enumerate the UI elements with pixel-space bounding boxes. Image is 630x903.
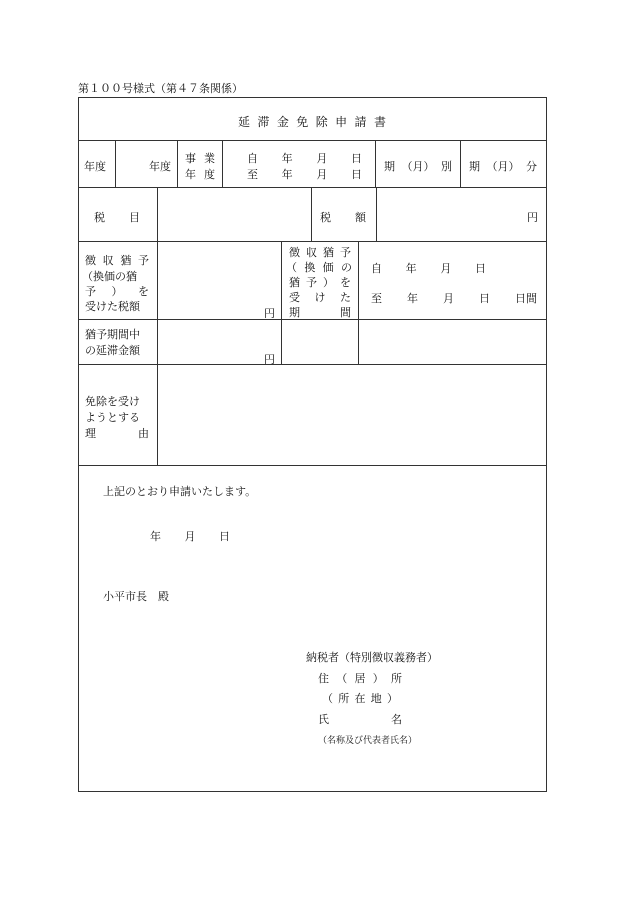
reason-label-line1: 免除を受け — [85, 395, 140, 408]
char: 期 — [289, 306, 300, 319]
title-char: 請 — [354, 115, 367, 129]
yen-unit: 円 — [527, 211, 538, 224]
char: 月 — [184, 530, 196, 543]
char: を — [340, 276, 351, 289]
char: 名 — [391, 713, 402, 726]
char: を — [138, 285, 149, 298]
char: 居 — [354, 672, 366, 685]
char: 日 — [474, 262, 486, 275]
yuyo-period-label-line4 — [289, 289, 351, 305]
title-char: 申 — [335, 115, 348, 129]
char: 日 — [479, 292, 490, 305]
char: 業 — [204, 152, 215, 165]
yuyo-amount-label-line3 — [85, 283, 149, 299]
char: 在 — [354, 692, 366, 705]
yuyo-period-label-line5 — [289, 304, 351, 320]
period-from — [247, 150, 362, 166]
rule — [177, 140, 178, 187]
yen-unit: 円 — [264, 353, 275, 366]
char: 受 — [289, 291, 300, 304]
title-char: 免 — [296, 115, 309, 129]
yuyo-period-label-line3 — [289, 274, 351, 290]
char: 収 — [306, 246, 317, 259]
rule — [157, 187, 158, 241]
yuyo-amount-label-line2: （換価の猶 — [82, 270, 137, 283]
char: 理 — [85, 427, 96, 440]
char: 月 — [316, 168, 328, 181]
char: 別 — [441, 160, 452, 173]
ki-bun — [469, 158, 537, 174]
name-label — [318, 711, 402, 727]
char: ） — [372, 672, 384, 685]
char: 期 — [469, 160, 480, 173]
char: 徴 — [289, 246, 300, 259]
rule — [78, 364, 546, 365]
reason-label-line2: ようとする — [85, 411, 140, 424]
title-char: 除 — [315, 115, 328, 129]
nendo-label: 年度 — [84, 160, 106, 173]
rule — [222, 140, 223, 187]
char: 期 — [384, 160, 395, 173]
char: 年 — [407, 292, 418, 305]
yuyo-period-from — [371, 260, 486, 276]
jigyo-label-line1 — [185, 150, 215, 166]
yen-unit: 円 — [264, 307, 275, 320]
rule — [78, 140, 546, 141]
char: 日間 — [515, 292, 537, 305]
zeigaku-label — [320, 209, 366, 225]
zeimoku-label — [94, 209, 140, 225]
char: 年 — [405, 262, 417, 275]
char: 間 — [340, 306, 351, 319]
address-label — [318, 670, 402, 686]
title-char: 書 — [373, 115, 386, 129]
rule — [78, 465, 546, 466]
char: 至 — [371, 292, 382, 305]
rule — [78, 187, 546, 188]
rule — [281, 241, 282, 364]
form-number: 第１００号様式（第４７条関係） — [78, 82, 243, 95]
char: 税 — [320, 211, 331, 224]
char: 予 — [137, 254, 149, 267]
char: 猶 — [323, 246, 334, 259]
char: （ — [286, 261, 297, 274]
title-char: 延 — [238, 115, 251, 129]
rule — [115, 140, 116, 187]
char: 地 — [370, 692, 382, 705]
char: 所 — [391, 672, 402, 685]
title-char: 滞 — [257, 115, 270, 129]
char: 年 — [150, 530, 161, 543]
addressee: 小平市長 殿 — [103, 590, 169, 603]
char: 自 — [247, 152, 258, 165]
char: 価 — [322, 261, 334, 274]
jigyo-label-line2 — [185, 166, 215, 182]
char: 所 — [338, 692, 350, 705]
form-title — [238, 113, 386, 130]
location-label — [322, 690, 398, 706]
yuyo-period-to — [371, 290, 537, 306]
char: 自 — [371, 262, 382, 275]
nendo-value-label: 年度 — [149, 160, 171, 173]
ki-betsu — [384, 158, 452, 174]
char: 猶 — [289, 276, 300, 289]
char: 分 — [526, 160, 537, 173]
char: 年 — [281, 168, 293, 181]
char: 住 — [318, 672, 329, 685]
char: 月 — [316, 152, 328, 165]
rule — [311, 187, 312, 241]
yuyo-amount-label-line4: 受けた税額 — [85, 300, 140, 313]
application-statement: 上記のとおり申請いたします。 — [103, 485, 257, 498]
char: 税 — [94, 211, 105, 224]
rule — [78, 241, 546, 242]
char: ） — [323, 276, 334, 289]
title-char: 金 — [276, 115, 289, 129]
name-note: （名称及び代表者氏名） — [318, 736, 418, 746]
rule — [375, 140, 376, 187]
char: 月 — [443, 292, 454, 305]
char: 猶 — [120, 254, 132, 267]
char: （月） — [401, 160, 435, 173]
char: 目 — [129, 211, 140, 224]
char: 日 — [219, 530, 230, 543]
char: 氏 — [318, 713, 329, 726]
yuyo-amount-label-line1 — [85, 252, 149, 268]
char: ） — [111, 285, 123, 298]
char: た — [340, 291, 351, 304]
char: 月 — [440, 262, 452, 275]
entaikin-label-line1: 猶予期間中 — [85, 328, 140, 341]
char: 日 — [350, 152, 362, 165]
taxpayer-label: 納税者（特別徴収義務者） — [306, 651, 438, 664]
char: 至 — [247, 168, 258, 181]
char: の — [340, 261, 352, 274]
char: 収 — [102, 254, 114, 267]
yuyo-period-label-line2 — [286, 259, 352, 275]
char: 度 — [204, 168, 215, 181]
char: 年 — [281, 152, 293, 165]
form-frame — [78, 97, 547, 792]
char: 予 — [340, 246, 351, 259]
char: ） — [387, 692, 398, 705]
entaikin-label-line2: の延滞金額 — [85, 344, 140, 357]
rule — [157, 241, 158, 465]
char: （月） — [486, 160, 520, 173]
char: （ — [322, 692, 333, 705]
period-to — [247, 166, 362, 182]
rule — [358, 241, 359, 364]
reason-label-line3 — [85, 425, 149, 441]
char: 換 — [304, 261, 316, 274]
char: 予 — [85, 285, 96, 298]
yuyo-period-label-line1 — [289, 244, 351, 260]
char: 徴 — [85, 254, 96, 267]
rule — [376, 187, 377, 241]
rule — [460, 140, 461, 187]
char: 事 — [185, 152, 196, 165]
char: 額 — [355, 211, 366, 224]
char: 日 — [350, 168, 362, 181]
char: 由 — [138, 427, 149, 440]
char: 予 — [306, 276, 317, 289]
char: 年 — [185, 168, 196, 181]
char: け — [314, 291, 326, 304]
application-date — [150, 528, 230, 544]
char: （ — [336, 672, 348, 685]
